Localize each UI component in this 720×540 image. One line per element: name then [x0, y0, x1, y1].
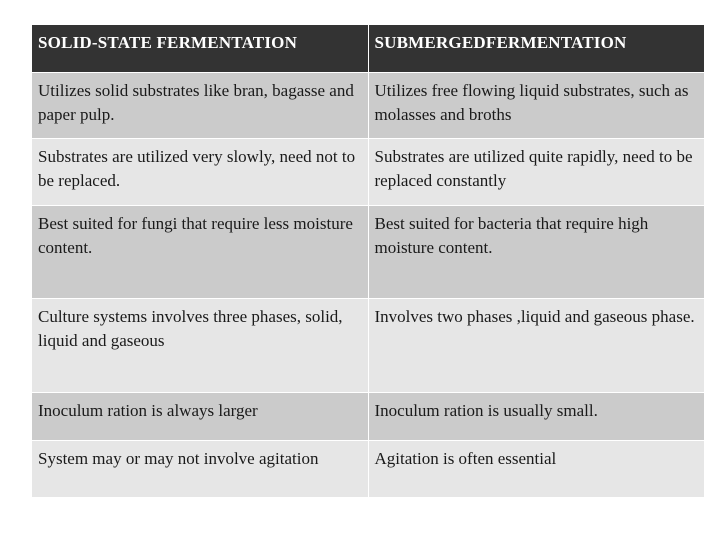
table-cell: Best suited for fungi that require less moisture content. — [32, 205, 368, 298]
table-cell: System may or may not involve agitation — [32, 440, 368, 497]
table-cell: Utilizes solid substrates like bran, bagasse and paper pulp. — [32, 72, 368, 138]
table-cell: Substrates are utilized very slowly, need not to be replaced. — [32, 138, 368, 205]
table-row — [32, 205, 704, 298]
table-cell: Involves two phases ,liquid and gaseous phase. — [368, 298, 704, 392]
header-solid-state: SOLID-STATE FERMENTATION — [32, 25, 368, 72]
table-cell: Substrates are utilized quite rapidly, need to be replaced constantly — [368, 138, 704, 205]
table-cell: Inoculum ration is always larger — [32, 392, 368, 440]
table-header-row — [32, 25, 704, 72]
table-cell: Agitation is often essential — [368, 440, 704, 497]
table-row — [32, 72, 704, 138]
table-row — [32, 392, 704, 440]
table-cell: Best suited for bacteria that require high moisture content. — [368, 205, 704, 298]
table-row — [32, 298, 704, 392]
table-cell: Utilizes free flowing liquid substrates, such as molasses and broths — [368, 72, 704, 138]
header-submerged: SUBMERGEDFERMENTATION — [368, 25, 704, 72]
table-row — [32, 138, 704, 205]
table-cell: Culture systems involves three phases, solid, liquid and gaseous — [32, 298, 368, 392]
table-cell: Inoculum ration is usually small. — [368, 392, 704, 440]
fermentation-comparison-table — [32, 25, 704, 497]
table-row — [32, 440, 704, 497]
comparison-table-container — [32, 25, 704, 497]
